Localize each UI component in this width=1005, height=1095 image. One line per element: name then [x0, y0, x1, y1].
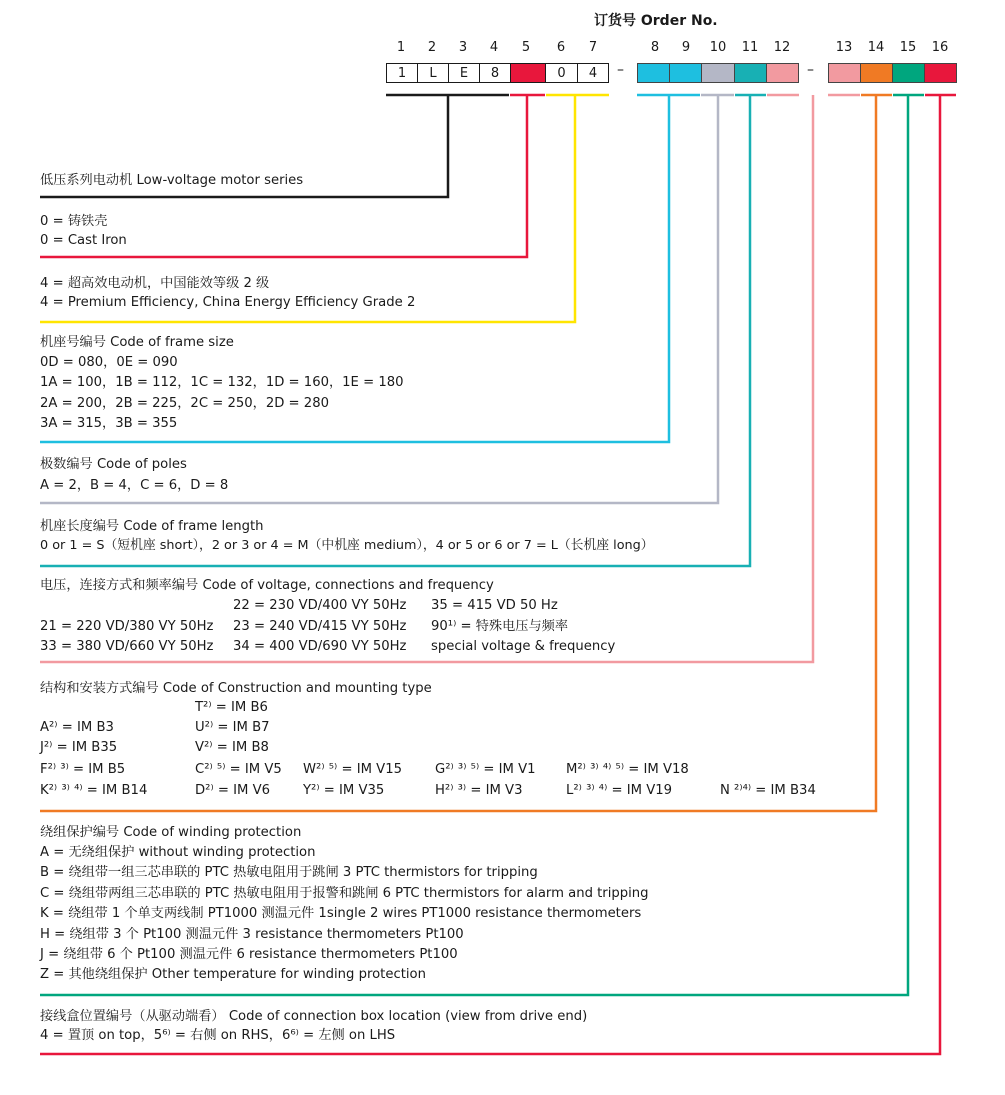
pos-8: 8 [650, 40, 660, 55]
mounting-code-L: L²⁾ ³⁾ ⁴⁾ = IM V19 [566, 783, 673, 798]
code-cell-4: 8 [479, 63, 511, 83]
pos-1: 1 [396, 40, 406, 55]
housing-line-1: 0 = 铸铁壳 [40, 214, 108, 229]
winding-line-Z: Z = 其他绕组保护 Other temperature for winding protection [40, 967, 426, 982]
winding-line-C: C = 绕组带两组三芯串联的 PTC 热敏电阻用于报警和跳闸 6 PTC thermistors for alarm and tripping [40, 886, 649, 901]
housing-line-2: 0 = Cast Iron [40, 233, 127, 248]
efficiency-line-2: 4 = Premium Efficiency, China Energy Efficiency Grade 2 [40, 295, 416, 310]
pos-2: 2 [427, 40, 437, 55]
frame-length-line-2: 0 or 1 = S（短机座 short），2 or 3 or 4 = M（中机座 medium），4 or 5 or 6 or 7 = L（长机座 long） [40, 538, 654, 553]
wire-frame-length [40, 95, 750, 566]
pos-15: 15 [899, 40, 917, 55]
pos-4: 4 [489, 40, 499, 55]
mounting-code-M: M²⁾ ³⁾ ⁴⁾ ⁵⁾ = IM V18 [566, 762, 689, 777]
mounting-code-V: V²⁾ = IM B8 [195, 740, 269, 755]
winding-line-A: A = 无绕组保护 without winding protection [40, 845, 316, 860]
separator-1: – [617, 62, 624, 78]
pos-10: 10 [709, 40, 727, 55]
voltage-code-34: 34 = 400 VD/690 VY 50Hz [233, 639, 407, 654]
mounting-code-A: A²⁾ = IM B3 [40, 720, 114, 735]
box-line-2: 4 = 置顶 on top，5⁶⁾ = 右侧 on RHS，6⁶⁾ = 左侧 on LHS [40, 1028, 396, 1043]
voltage-code-90: 90¹⁾ = 特殊电压与频率 [431, 619, 569, 634]
winding-line-K: K = 绕组带 1 个单支两线制 PT1000 测温元件 1single 2 wires PT1000 resistance thermometers [40, 906, 642, 921]
code-cell-16 [924, 63, 957, 83]
voltage-heading: 电压，连接方式和频率编号 Code of voltage, connections and frequency [40, 578, 494, 593]
pos-5: 5 [521, 40, 531, 55]
code-cell-13 [828, 63, 861, 83]
code-cell-12 [766, 63, 799, 83]
voltage-code-21: 21 = 220 VD/380 VY 50Hz [40, 619, 214, 634]
frame-size-line-5: 3A = 315，3B = 355 [40, 416, 178, 431]
series-label: 低压系列电动机 Low-voltage motor series [40, 173, 304, 188]
code-cell-11 [734, 63, 767, 83]
order-no-title: 订货号 Order No. [594, 13, 718, 29]
winding-line-H: H = 绕组带 3 个 Pt100 测温元件 3 resistance thermometers Pt100 [40, 927, 464, 942]
pos-3: 3 [458, 40, 468, 55]
code-cell-15 [892, 63, 925, 83]
code-cell-8 [637, 63, 670, 83]
code-cell-14 [860, 63, 893, 83]
winding-line-B: B = 绕组带一组三芯串联的 PTC 热敏电阻用于跳闸 3 PTC thermistors for tripping [40, 865, 538, 880]
mounting-code-D: D²⁾ = IM V6 [195, 783, 270, 798]
pos-13: 13 [835, 40, 853, 55]
voltage-code-23: 23 = 240 VD/415 VY 50Hz [233, 619, 407, 634]
voltage-code-35: 35 = 415 VD 50 Hz [431, 598, 558, 613]
pos-12: 12 [773, 40, 791, 55]
efficiency-line-1: 4 = 超高效电动机，中国能效等级 2 级 [40, 276, 270, 291]
mounting-code-C: C²⁾ ⁵⁾ = IM V5 [195, 762, 282, 777]
voltage-code-22: 22 = 230 VD/400 VY 50Hz [233, 598, 407, 613]
poles-line-2: A = 2，B = 4，C = 6，D = 8 [40, 478, 229, 493]
mounting-code-H: H²⁾ ³⁾ = IM V3 [435, 783, 523, 798]
mounting-code-Y: Y²⁾ = IM V35 [303, 783, 385, 798]
code-cell-10 [701, 63, 735, 83]
winding-heading: 绕组保护编号 Code of winding protection [40, 825, 302, 840]
mounting-code-G: G²⁾ ³⁾ ⁵⁾ = IM V1 [435, 762, 536, 777]
code-cell-2: L [417, 63, 449, 83]
mounting-heading: 结构和安装方式编号 Code of Construction and mounting type [40, 681, 432, 696]
mounting-code-U: U²⁾ = IM B7 [195, 720, 270, 735]
poles-heading: 极数编号 Code of poles [40, 457, 187, 472]
code-cell-6: 0 [545, 63, 578, 83]
voltage-code-90-en: special voltage & frequency [431, 639, 616, 654]
winding-line-J: J = 绕组带 6 个 Pt100 测温元件 6 resistance thermometers Pt100 [40, 947, 458, 962]
mounting-code-N: N ²⁾⁴⁾ = IM B34 [720, 783, 816, 798]
mounting-code-T: T²⁾ = IM B6 [195, 700, 268, 715]
box-heading: 接线盒位置编号（从驱动端看） Code of connection box location (view from drive end) [40, 1009, 588, 1024]
code-cell-3: E [448, 63, 480, 83]
pos-7: 7 [588, 40, 598, 55]
code-cell-1: 1 [386, 63, 418, 83]
frame-size-line-3: 1A = 100，1B = 112，1C = 132，1D = 160，1E = 180 [40, 375, 404, 390]
frame-size-line-2: 0D = 080，0E = 090 [40, 355, 178, 370]
pos-9: 9 [681, 40, 691, 55]
pos-14: 14 [867, 40, 885, 55]
pos-16: 16 [931, 40, 949, 55]
pos-6: 6 [556, 40, 566, 55]
mounting-code-W: W²⁾ ⁵⁾ = IM V15 [303, 762, 402, 777]
mounting-code-K: K²⁾ ³⁾ ⁴⁾ = IM B14 [40, 783, 148, 798]
frame-size-line-4: 2A = 200，2B = 225，2C = 250，2D = 280 [40, 396, 329, 411]
code-cell-9 [669, 63, 702, 83]
separator-2: – [807, 62, 814, 78]
mounting-code-J: J²⁾ = IM B35 [40, 740, 118, 755]
pos-11: 11 [741, 40, 759, 55]
frame-length-heading: 机座长度编号 Code of frame length [40, 519, 264, 534]
frame-size-heading: 机座号编号 Code of frame size [40, 335, 234, 350]
mounting-code-F: F²⁾ ³⁾ = IM B5 [40, 762, 126, 777]
code-cell-7: 4 [577, 63, 609, 83]
voltage-code-33: 33 = 380 VD/660 VY 50Hz [40, 639, 214, 654]
code-cell-5 [510, 63, 546, 83]
